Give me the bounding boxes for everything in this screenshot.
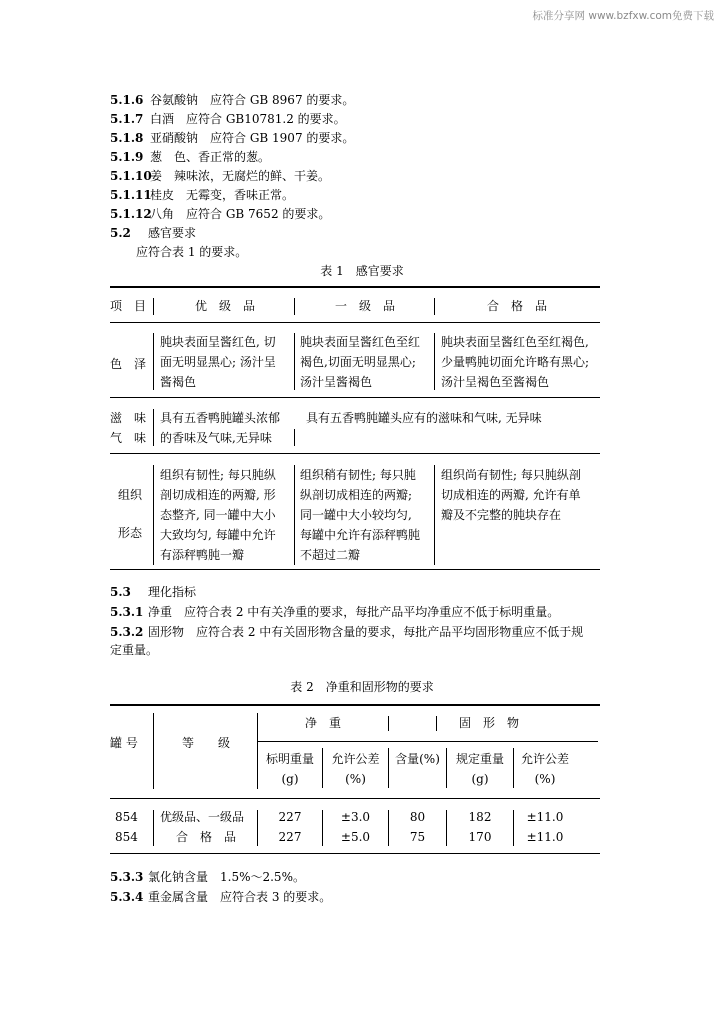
table1-row-color-excellent-l1: 肫块表面呈酱红色, 切 (160, 335, 276, 349)
table1-header-qualified: 合 格 品 (486, 299, 547, 313)
table2-group-solid: 固 形 物 (458, 716, 519, 730)
table1-row-color-first-l3: 汤汁呈酱褐色 (300, 375, 373, 389)
table1-col-sep (153, 409, 154, 446)
table2-row1-net-tolerance: ±3.0 (340, 810, 371, 824)
table2-unit-g: (g) (471, 772, 489, 786)
table2-row2-solid-weight: 170 (468, 830, 492, 844)
clause-5-3-4: 5.3.4 重金属含量 应符合表 3 的要求。 (110, 890, 332, 904)
table2-top-rule (110, 704, 600, 706)
table1-row-texture-first-l3: 同一罐中大小较均匀, (300, 508, 412, 522)
table2-bottom-rule (110, 853, 600, 854)
intro-5-2: 应符合表 1 的要求。 (136, 245, 248, 259)
table2-col-sep (153, 713, 154, 789)
table2-col-can: 罐 号 (110, 736, 138, 750)
clause-5-1-6: 5.1.6 谷氨酸钠 应符合 GB 8967 的要求。 (110, 93, 355, 107)
table2-row2-solid-content: 75 (409, 830, 426, 844)
clause-5-1-9: 5.1.9 葱 色、香正常的葱。 (110, 150, 271, 164)
table1-row-rule (110, 453, 600, 454)
table2-row2-net-weight: 227 (278, 830, 302, 844)
table1-bottom-rule (110, 569, 600, 570)
table2-sub-net-weight: 标明重量 (265, 752, 314, 766)
table2-row1-solid-tolerance: ±11.0 (526, 810, 564, 824)
table1-col-sep (434, 465, 435, 565)
table1-row-texture-excellent-l4: 大致均匀, 每罐中允许 (160, 528, 276, 542)
table2-sub-solid-weight: 规定重量 (455, 752, 504, 766)
table1-top-rule (110, 286, 600, 288)
table1-row-texture-first-l1: 组织稍有韧性; 每只肫 (300, 468, 416, 482)
table2-header-rule (110, 798, 600, 799)
clause-5-3-2-line2: 定重量。 (110, 643, 159, 657)
clause-5-2: 5.2 感官要求 (110, 226, 197, 240)
table2-row2-net-tolerance: ±5.0 (340, 830, 371, 844)
table2-col-sep (388, 716, 389, 731)
table2-col-sep (436, 716, 437, 731)
table1-hdr-sep (153, 298, 154, 315)
table1-col-sep (153, 333, 154, 390)
table1-col-sep (294, 333, 295, 390)
clause-5-1-8: 5.1.8 亚硝酸钠 应符合 GB 1907 的要求。 (110, 131, 355, 145)
table1-row-color-excellent-l2: 面无明显黑心; 汤汁呈 (160, 355, 276, 369)
clause-5-1-7: 5.1.7 白酒 应符合 GB10781.2 的要求。 (110, 112, 346, 126)
table2-col-grade: 等 级 (181, 736, 230, 750)
table1-row-texture-qualified-l3: 瓣及不完整的肫块存在 (441, 508, 562, 522)
table1-row-texture-item-l2: 形态 (118, 526, 143, 540)
table1-row-texture-first-l2: 纵剖切成相连的两瓣; (300, 488, 413, 502)
table1-row-color-first-l1: 肫块表面呈酱红色至红 (300, 335, 421, 349)
table2-group-rule (258, 741, 598, 742)
table1-row-texture-item-l1: 组织 (118, 488, 143, 502)
table1-row-texture-excellent-l2: 剖切成相连的两瓣, 形 (160, 488, 276, 502)
clause-5-1-11: 5.1.11桂皮 无霉变，香味正常。 (110, 188, 295, 202)
table2-row2-can: 854 (115, 830, 138, 844)
table2-sub-solid-content: 含量(%) (395, 752, 440, 766)
table1-row-taste-excellent-l2: 的香味及气味,无异味 (160, 431, 272, 445)
table1-row-color-excellent-l3: 酱褐色 (160, 375, 197, 389)
table2-col-sep (153, 810, 154, 846)
table2-caption: 表 2 净重和固形物的要求 (290, 680, 434, 694)
table2-row1-can: 854 (115, 810, 138, 824)
watermark: 标准分享网 www.bzfxw.com免费下载 (532, 10, 714, 22)
clause-5-3-2-line1: 5.3.2 固形物 应符合表 2 中有关固形物含量的要求，每批产品平均固形物重应不低于规 (110, 625, 584, 639)
table1-row-rule (110, 397, 600, 398)
table1-row-taste-excellent-l1: 具有五香鸭肫罐头浓郁 (160, 411, 281, 425)
table1-row-texture-qualified-l2: 切成相连的两瓣, 允许有单 (441, 488, 581, 502)
table2-sub-net-tolerance: 允许公差 (331, 752, 380, 766)
table1-row-color-item: 色 泽 (110, 357, 147, 371)
table1-header-excellent: 优 级 品 (194, 299, 255, 313)
table1-col-sep (153, 465, 154, 565)
table2-row2-grade: 合 格 品 (175, 830, 236, 844)
table1-col-sep (294, 465, 295, 565)
table1-row-texture-qualified-l1: 组织尚有韧性; 每只肫纵剖 (441, 468, 581, 482)
section-5-3: 5.3 理化指标 (110, 585, 197, 599)
table1-hdr-sep (294, 298, 295, 315)
table1-row-texture-first-l4: 每罐中允许有添秤鸭肫 (300, 528, 421, 542)
table1-row-color-first-l2: 褐色,切面无明显黑心; (300, 355, 416, 369)
table1-row-texture-excellent-l3: 态整齐, 同一罐中大小 (160, 508, 276, 522)
table1-row-texture-excellent-l5: 有添秤鸭肫一瓣 (160, 548, 245, 562)
table1-row-color-qualified-l2: 少量鸭肫切面允许略有黑心; (441, 355, 590, 369)
table1-row-texture-excellent-l1: 组织有韧性; 每只肫纵 (160, 468, 276, 482)
table2-row2-solid-tolerance: ±11.0 (526, 830, 564, 844)
table1-header-rule (110, 322, 600, 323)
table1-header-item: 项 目 (110, 299, 147, 313)
table2-sub-solid-tolerance: 允许公差 (520, 752, 569, 766)
table2-unit-pct: (%) (534, 772, 556, 786)
table2-row1-net-weight: 227 (278, 810, 302, 824)
table2-group-net: 净 重 (304, 716, 341, 730)
table1-row-taste-item-l2: 气 味 (110, 431, 147, 445)
clause-5-3-1: 5.3.1 净重 应符合表 2 中有关净重的要求，每批产品平均净重应不低于标明重量。 (110, 605, 560, 619)
table1-row-color-qualified-l1: 肫块表面呈酱红色至红褐色, (441, 335, 589, 349)
table1-row-taste-item-l1: 滋 味 (110, 411, 147, 425)
table1-caption: 表 1 感官要求 (320, 264, 404, 278)
table2-row1-grade: 优级品、一级品 (160, 810, 245, 824)
table1-col-sep (294, 429, 295, 446)
table2-row1-solid-weight: 182 (468, 810, 492, 824)
table1-row-taste-other: 具有五香鸭肫罐头应有的滋味和气味, 无异味 (306, 411, 542, 425)
table1-col-sep (434, 333, 435, 390)
table1-header-first: 一 级 品 (334, 299, 395, 313)
clause-5-1-10: 5.1.10姜 辣味浓，无腐烂的鲜、干姜。 (110, 169, 331, 183)
table1-row-texture-first-l5: 不超过二瓣 (300, 548, 361, 562)
clause-5-3-3: 5.3.3 氯化钠含量 1.5%～2.5%。 (110, 870, 305, 884)
clause-5-1-12: 5.1.12八角 应符合 GB 7652 的要求。 (110, 207, 331, 221)
table2-row1-solid-content: 80 (409, 810, 426, 824)
table1-row-color-qualified-l3: 汤汁呈褐色至酱褐色 (441, 375, 550, 389)
table1-hdr-sep (434, 298, 435, 315)
table2-unit-g: (g) (281, 772, 299, 786)
table2-unit-pct: (%) (345, 772, 366, 786)
